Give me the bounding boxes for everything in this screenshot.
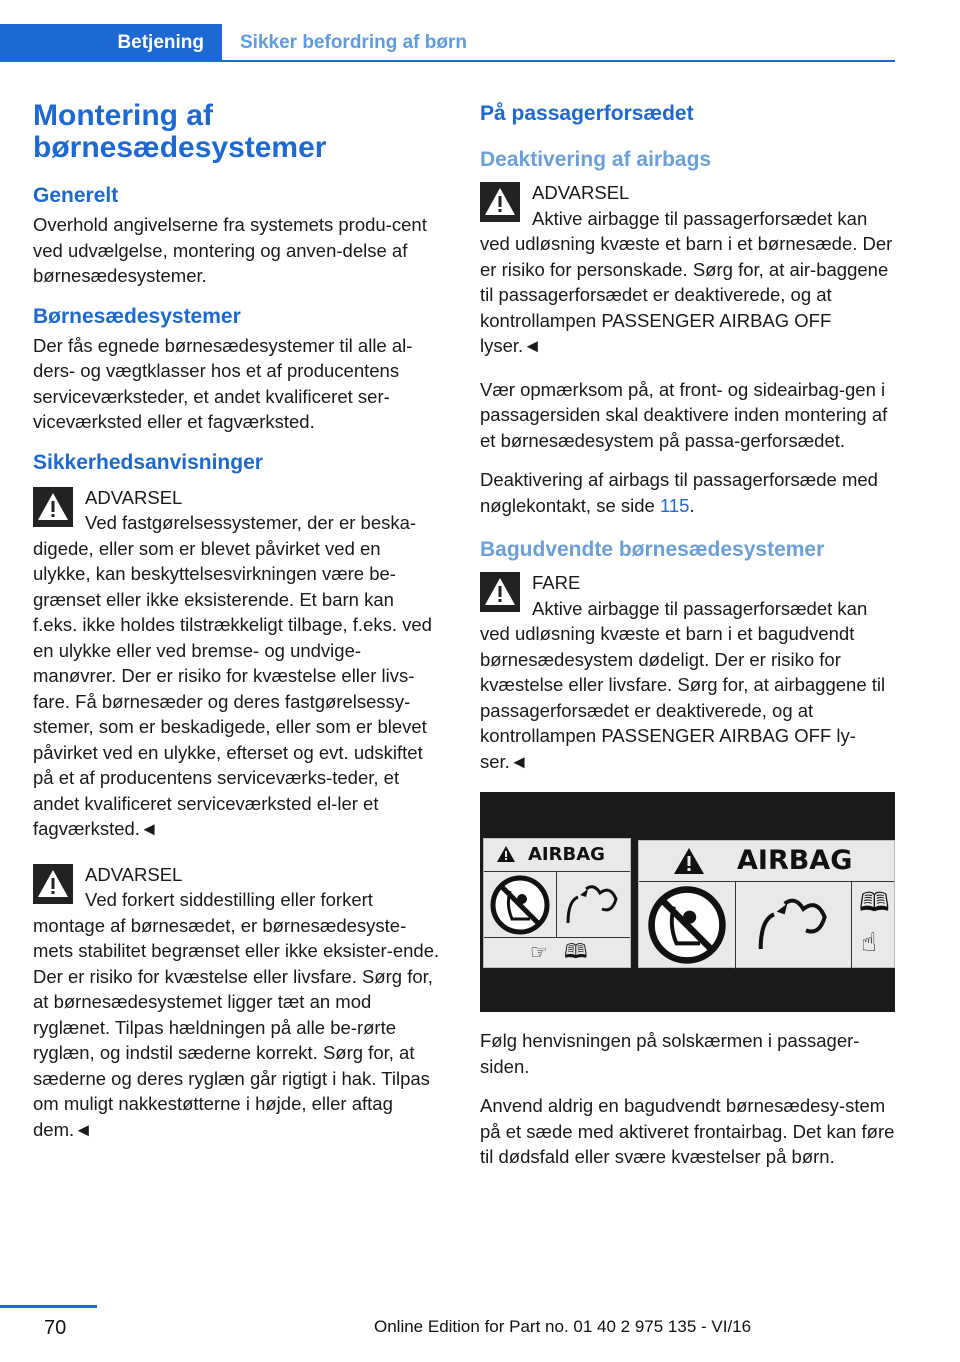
- right-column: [480, 100, 895, 1184]
- warning-text: montage af børnesædet, er børnesædesyste-mets stabilitet begrænset eller ikke eksister-ende. Der er risiko for kvæstelse eller livsfare. Sørg for, at børnesædesystemet ligger tæt an mod ryglænet. Tilpas hældningen på alle be-rørte ryglæn, og indstil sæderne korrekt. Sørg for, at sæderne og deres ryglæn går rigtigt i hak. Tilpas om muligt nakkestøtterne i højde, eller aftag dem.◄: [33, 914, 440, 1140]
- danger-text: ved udløsning kvæste et barn i et bagudvendt børnesædesystem dødeligt. Der er risiko for kvæstelse eller livsfare. Sørg for, at airbaggene til passagerforsædet er deaktiverede, og at kontrollampen PASSENGER AIRBAG OFF ly-ser.◄: [480, 623, 886, 772]
- paragraph-text: Deaktivering af airbags til passagerforsæde med nøglekontakt, se side: [480, 469, 878, 516]
- page-header: [0, 24, 895, 62]
- warning-triangle-icon: [480, 182, 520, 222]
- warning-block: [480, 180, 895, 359]
- warning-text: Aktive airbagge til passagerforsædet kan: [532, 207, 868, 229]
- edition-info: Online Edition for Part no. 01 40 2 975 135 - VI/16: [374, 1317, 752, 1336]
- warning-triangle-icon: [496, 845, 516, 863]
- airbag-label-text: AIRBAG: [737, 845, 853, 876]
- airbag-label-large: [638, 840, 895, 968]
- no-child-seat-icon: [488, 873, 552, 937]
- footer-divider: [0, 1305, 97, 1308]
- warning-triangle-icon: [480, 572, 520, 612]
- airbag-label-text: AIRBAG: [528, 844, 605, 865]
- warning-triangle-icon: [33, 864, 73, 904]
- warning-block: [33, 485, 443, 842]
- airbag-warning-image: [480, 792, 895, 1012]
- page-reference-link[interactable]: 115: [659, 494, 690, 516]
- pointing-hand-icon: ☞: [530, 942, 548, 964]
- page-title: Montering af børnesædesystemer: [33, 99, 327, 164]
- section-heading-boernesaedesystemer: Børnesædesystemer: [33, 304, 241, 328]
- section-heading-passagerforsaedet: På passagerforsædet: [480, 102, 694, 125]
- tab-betjening[interactable]: Betjening: [0, 24, 222, 62]
- paragraph-opmaerksom: Vær opmærksom på, at front- og sideairbag-gen i passagersiden skal deaktivere inden montering af et børnesædesystem på passa-gerforsædet.: [480, 378, 888, 451]
- section-heading-sikkerhed: Sikkerhedsanvisninger: [33, 450, 263, 474]
- warning-label: ADVARSEL: [532, 182, 630, 203]
- warning-text: digede, eller som er blevet påvirket ved en ulykke, kan beskyttelsesvirkningen være be-grænset eller ikke eksisterende. Et barn kan f.eks. ikke holdes tilstrækkeligt tilbage, f.eks. ved en ulykke eller ved bremse- og undvige-manøvrer. Der er risiko for kvæstelse eller livs-fare. Få børnesæder og deres fastgørelsessy-stemer, som er beskadigede, eller som er blevet påvirket ved en ulykke, efterset og evt. udskiftet på et af producentens serviceværks-teder, et andet kvalificeret serviceværksted el-ler et fagværksted.◄: [33, 537, 432, 839]
- manual-book-icon: 🕮: [859, 887, 890, 917]
- warning-triangle-icon: [673, 847, 705, 875]
- no-child-seat-icon: [645, 883, 729, 967]
- paragraph-boernesaedesystemer: Der fås egnede børnesædesystemer til alle al-ders- og vægtklasser hos et af producentens serviceværksteder, et andet kvalificeret ser-viceværksted eller et fagværksted.: [33, 334, 413, 432]
- warning-block: [33, 862, 443, 1143]
- tab-sikker-befordring[interactable]: Sikker befordring af børn: [240, 32, 467, 53]
- danger-block: [480, 570, 895, 774]
- warning-triangle-icon: [33, 487, 73, 527]
- warning-text: Ved forkert siddestilling eller forkert: [85, 889, 373, 910]
- header-divider: [222, 60, 895, 62]
- airbag-deploy-icon: [739, 885, 849, 965]
- warning-label: ADVARSEL: [85, 863, 183, 885]
- danger-label: FARE: [532, 572, 581, 593]
- section-heading-generelt: Generelt: [33, 184, 119, 207]
- paragraph-text: .: [689, 494, 695, 516]
- paragraph-bagudvendt-advarsel: Anvend aldrig en bagudvendt børnesædesy-stem på et sæde med aktiveret frontairbag. Det kan føre til dødsfald eller svære kvæstelser på børn.: [480, 1095, 895, 1167]
- page-number: 70: [44, 1317, 67, 1339]
- warning-label: ADVARSEL: [85, 486, 183, 508]
- pointing-hand-icon: ☝: [861, 927, 877, 957]
- section-heading-deaktivering: Deaktivering af airbags: [480, 148, 712, 171]
- danger-text: Aktive airbagge til passagerforsædet kan: [532, 597, 868, 619]
- warning-text: Ved fastgørelsessystemer, der er beska-: [85, 512, 417, 533]
- manual-book-icon: 🕮: [564, 941, 588, 963]
- left-column: [33, 100, 443, 1156]
- warning-text: ved udløsning kvæste et barn i et børnesæde. Der er risiko for personskade. Sørg for, at air-baggene til passagerforsædet er deaktiverede, og at kontrollampen PASSENGER AIRBAG OFF lyser.◄: [480, 233, 893, 356]
- paragraph-noeglekontakt: [480, 467, 895, 518]
- airbag-label-small: [483, 838, 631, 968]
- section-heading-bagudvendte: Bagudvendte børnesædesystemer: [480, 538, 825, 561]
- paragraph-solskaermen: Følg henvisningen på solskærmen i passager-siden.: [480, 1030, 860, 1077]
- airbag-deploy-icon: [560, 875, 626, 935]
- paragraph-generelt: Overhold angivelserne fra systemets produ-cent ved udvælgelse, montering og anven-delse af børnesædesystemer.: [33, 214, 427, 286]
